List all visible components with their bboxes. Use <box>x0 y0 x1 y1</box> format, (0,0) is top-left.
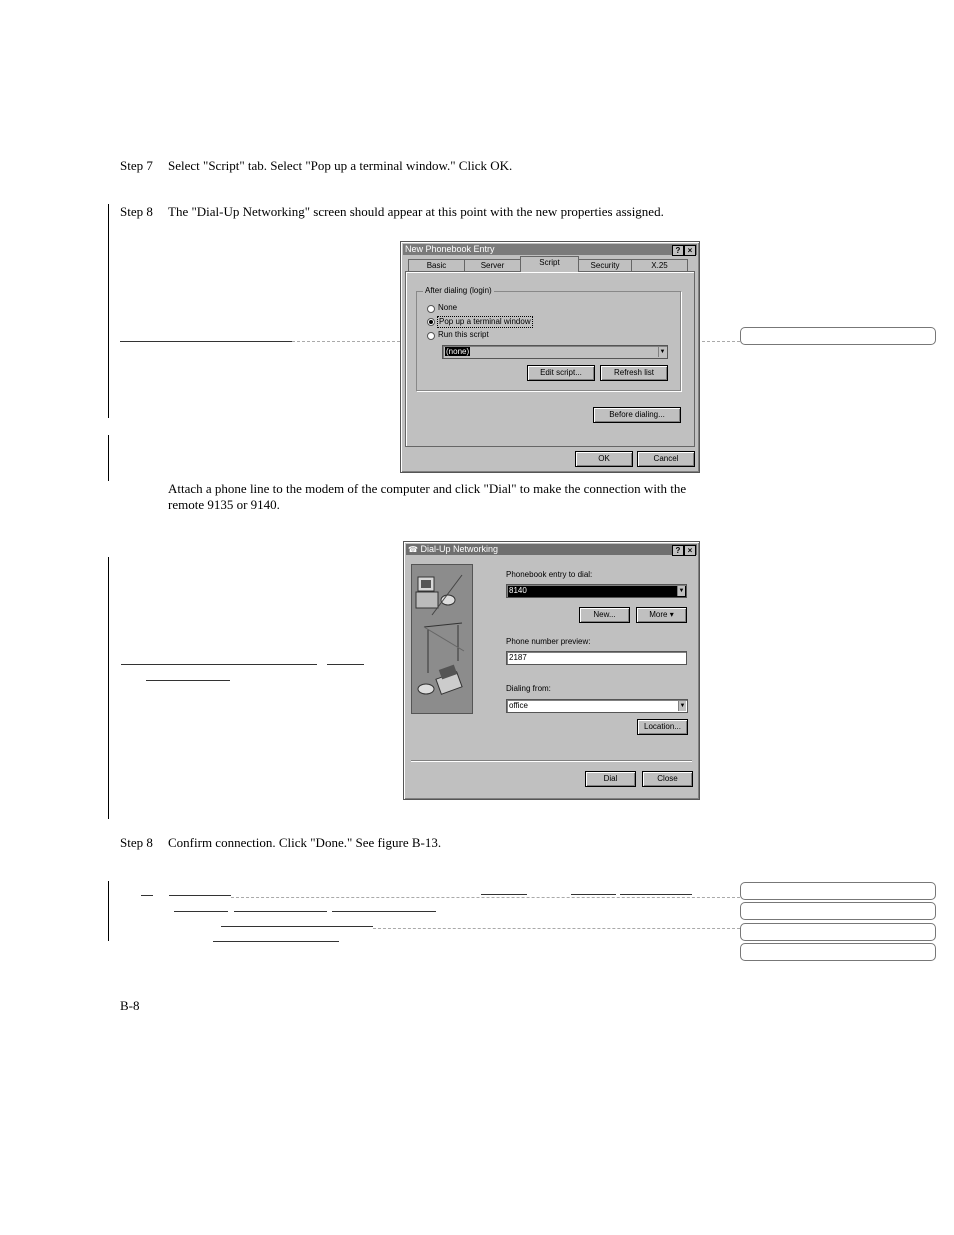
leader-dash <box>231 897 740 898</box>
dialup-titlebar <box>406 544 697 555</box>
leader-line <box>146 680 230 681</box>
callout-box <box>740 943 936 961</box>
change-bar <box>108 881 109 941</box>
entry-label: Phonebook entry to dial: <box>506 570 593 579</box>
dialup-title: Dial-Up Networking <box>420 544 499 554</box>
leader-line <box>332 911 436 912</box>
preview-value: 2187 <box>509 653 527 662</box>
change-bar <box>108 557 109 819</box>
dial-button[interactable]: Dial <box>585 771 636 787</box>
cancel-button[interactable]: Cancel <box>637 451 695 467</box>
after-dialing-group <box>416 286 681 391</box>
help-icon[interactable]: ? <box>672 245 684 256</box>
radio-terminal-window-label: Pop up a terminal window <box>439 317 531 326</box>
radio-none[interactable] <box>427 305 435 313</box>
edit-script-button[interactable]: Edit script... <box>527 365 595 381</box>
tab-panel <box>405 271 695 447</box>
script-select[interactable] <box>442 345 668 359</box>
tab-basic[interactable]: Basic <box>408 259 465 271</box>
step7-number: Step 7 <box>120 158 153 173</box>
tab-server[interactable]: Server <box>464 259 521 271</box>
radio-run-script-label: Run this script <box>438 330 489 339</box>
step8a-number: Step 8 <box>120 204 153 219</box>
close-icon[interactable]: × <box>684 245 696 256</box>
leader-line <box>174 911 228 912</box>
preview-field[interactable] <box>506 651 687 665</box>
dialog-separator <box>411 760 692 762</box>
dialup-dialog <box>403 541 700 800</box>
step8b-row <box>0 835 954 851</box>
tab-x25[interactable]: X.25 <box>631 259 688 271</box>
leader-line <box>120 341 292 342</box>
preview-label: Phone number preview: <box>506 637 591 646</box>
callout-box <box>740 923 936 941</box>
phonebook-dialog <box>400 241 700 473</box>
page-number: B-8 <box>120 998 140 1013</box>
radio-terminal-window[interactable] <box>427 318 435 326</box>
dialing-from-select[interactable] <box>506 699 688 713</box>
callout-box <box>740 902 936 920</box>
after-dialing-label: After dialing (login) <box>425 286 492 295</box>
radio-run-script[interactable] <box>427 332 435 340</box>
tab-security[interactable]: Security <box>578 259 632 271</box>
refresh-list-button[interactable]: Refresh list <box>600 365 668 381</box>
change-bar <box>108 204 109 418</box>
phonebook-title: New Phonebook Entry <box>405 244 495 254</box>
close-icon[interactable]: × <box>684 545 696 556</box>
location-button[interactable]: Location... <box>637 719 688 735</box>
step7-text: Select "Script" tab. Select "Pop up a terminal window." Click OK. <box>168 158 513 173</box>
dialing-from-label: Dialing from: <box>506 684 551 693</box>
leader-line <box>327 664 364 665</box>
tab-script[interactable]: Script <box>520 256 579 272</box>
before-dialing-button[interactable]: Before dialing... <box>593 407 681 423</box>
computer-network-icon <box>412 565 472 713</box>
attach-text: Attach a phone line to the modem of the computer and click "Dial" to make the connection with the remote 9135 or 9140. <box>168 481 687 512</box>
leader-line <box>481 894 527 895</box>
ok-button[interactable]: OK <box>575 451 633 467</box>
leader-line <box>141 895 153 896</box>
chevron-down-icon[interactable]: ▼ <box>659 349 666 355</box>
leader-dash <box>373 928 740 929</box>
script-select-value: (none) <box>446 347 470 356</box>
new-button[interactable]: New... <box>579 607 630 623</box>
step8b-number: Step 8 <box>120 835 153 850</box>
leader-line <box>169 895 231 896</box>
phone-icon: ☎ <box>408 545 418 554</box>
callout-box <box>740 327 936 345</box>
leader-line <box>213 941 339 942</box>
leader-line <box>620 894 692 895</box>
entry-select[interactable] <box>506 584 687 598</box>
close-button[interactable]: Close <box>642 771 693 787</box>
step8a-row <box>0 204 954 220</box>
help-icon[interactable]: ? <box>672 545 684 556</box>
entry-select-value: 8140 <box>509 586 527 595</box>
dialing-from-value: office <box>509 701 528 710</box>
callout-box <box>740 882 936 900</box>
chevron-down-icon[interactable]: ▼ <box>678 588 685 594</box>
leader-line <box>234 911 327 912</box>
step8b-text: Confirm connection. Click "Done." See figure B-13. <box>168 835 442 850</box>
leader-line <box>571 894 616 895</box>
network-illustration <box>411 564 473 714</box>
step7-row <box>0 158 954 174</box>
change-bar <box>108 435 109 481</box>
chevron-down-icon[interactable]: ▼ <box>679 703 686 709</box>
step8a-text: The "Dial-Up Networking" screen should appear at this point with the new properties assigned. <box>168 204 664 219</box>
more-button[interactable]: More ▾ <box>636 607 687 623</box>
phonebook-titlebar <box>403 244 697 255</box>
leader-line <box>121 664 317 665</box>
leader-line <box>221 926 373 927</box>
radio-none-label: None <box>438 303 458 312</box>
